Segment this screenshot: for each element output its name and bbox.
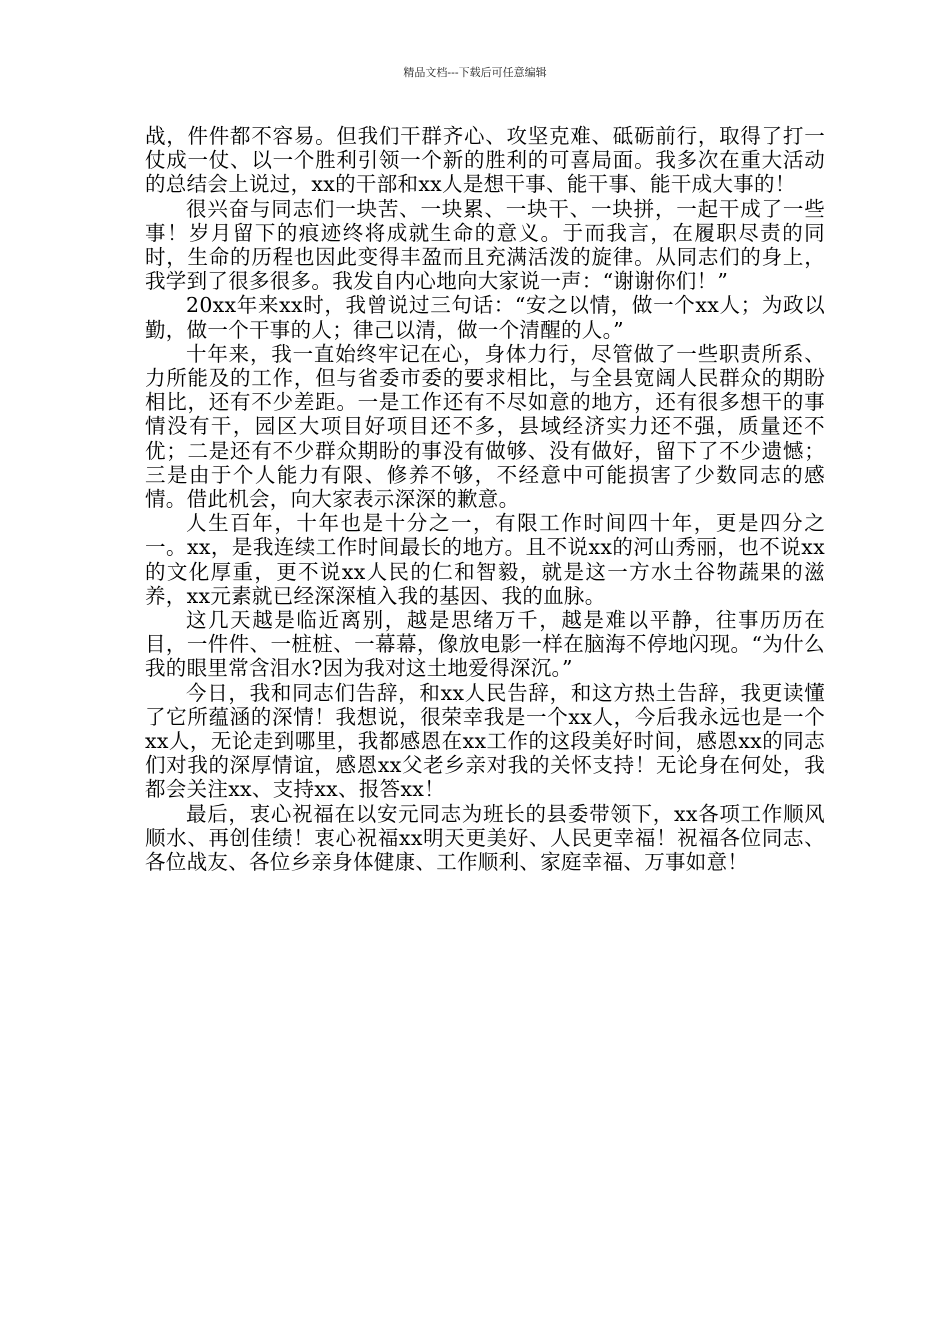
paragraph-1: 战，件件都不容易。但我们干群齐心、攻坚克难、砥砺前行，取得了打一仗成一仗、以一个胜利引领一个新的胜利的可喜局面。我多次在重大活动的总结会上说过，xx的干部和xx人是想干事、能干事、能干成大事的！ (145, 124, 825, 197)
paragraph-5: 人生百年，十年也是十分之一，有限工作时间四十年，更是四分之一。xx，是我连续工作时间最长的地方。且不说xx的河山秀丽，也不说xx的文化厚重，更不说xx人民的仁和智毅，就是这一方水土谷物蔬果的滋养，xx元素就已经深深植入我的基因、我的血脉。 (145, 511, 825, 608)
paragraph-8: 最后，衷心祝福在以安元同志为班长的县委带领下，xx各项工作顺风顺水、再创佳绩！衷心祝福xx明天更美好、人民更幸福！祝福各位同志、各位战友、各位乡亲身体健康、工作顺利、家庭幸福、万事如意！ (145, 801, 825, 875)
paragraph-4: 十年来，我一直始终牢记在心，身体力行，尽管做了一些职责所系、力所能及的工作，但与省委市委的要求相比，与全县宽阔人民群众的期盼相比，还有不少差距。一是工作还有不尽如意的地方，还有很多想干的事情没有干，园区大项目好项目还不多，县域经济实力还不强，质量还不优；二是还有不少群众期盼的事没有做够、没有做好，留下了不少遗憾；三是由于个人能力有限、修养不够，不经意中可能损害了少数同志的感情。借此机会，向大家表示深深的歉意。 (145, 341, 825, 512)
paragraph-7: 今日，我和同志们告辞，和xx人民告辞，和这方热土告辞，我更读懂了它所蕴涵的深情！我想说，很荣幸我是一个xx人，今后我永远也是一个xx人，无论走到哪里，我都感恩在xx工作的这段美好时间，感恩xx的同志们对我的深厚情谊，感恩xx父老乡亲对我的关怀支持！无论身在何处，我都会关注xx、支持xx、报答xx！ (145, 680, 825, 802)
paragraph-6: 这几天越是临近离别，越是思绪万千，越是难以平静，往事历历在目，一件件、一桩桩、一幕幕，像放电影一样在脑海不停地闪现。“为什么我的眼里常含泪水?因为我对这土地爱得深沉。” (145, 608, 825, 681)
paragraph-3: 20xx年来xx时，我曾说过三句话：“安之以情，做一个xx人；为政以勤，做一个干事的人；律己以清，做一个清醒的人。” (145, 293, 825, 342)
paragraph-2: 很兴奋与同志们一块苦、一块累、一块干、一块拼，一起干成了一些事！岁月留下的痕迹终将成就生命的意义。于而我言，在履职尽责的同时，生命的历程也因此变得丰盈而且充满活泼的旋律。从同志们的身上，我学到了很多很多。我发自内心地向大家说一声：“谢谢你们！” (145, 196, 825, 294)
page-header: 精品文档---下载后可任意编辑 (403, 66, 547, 79)
document-body (145, 124, 825, 874)
